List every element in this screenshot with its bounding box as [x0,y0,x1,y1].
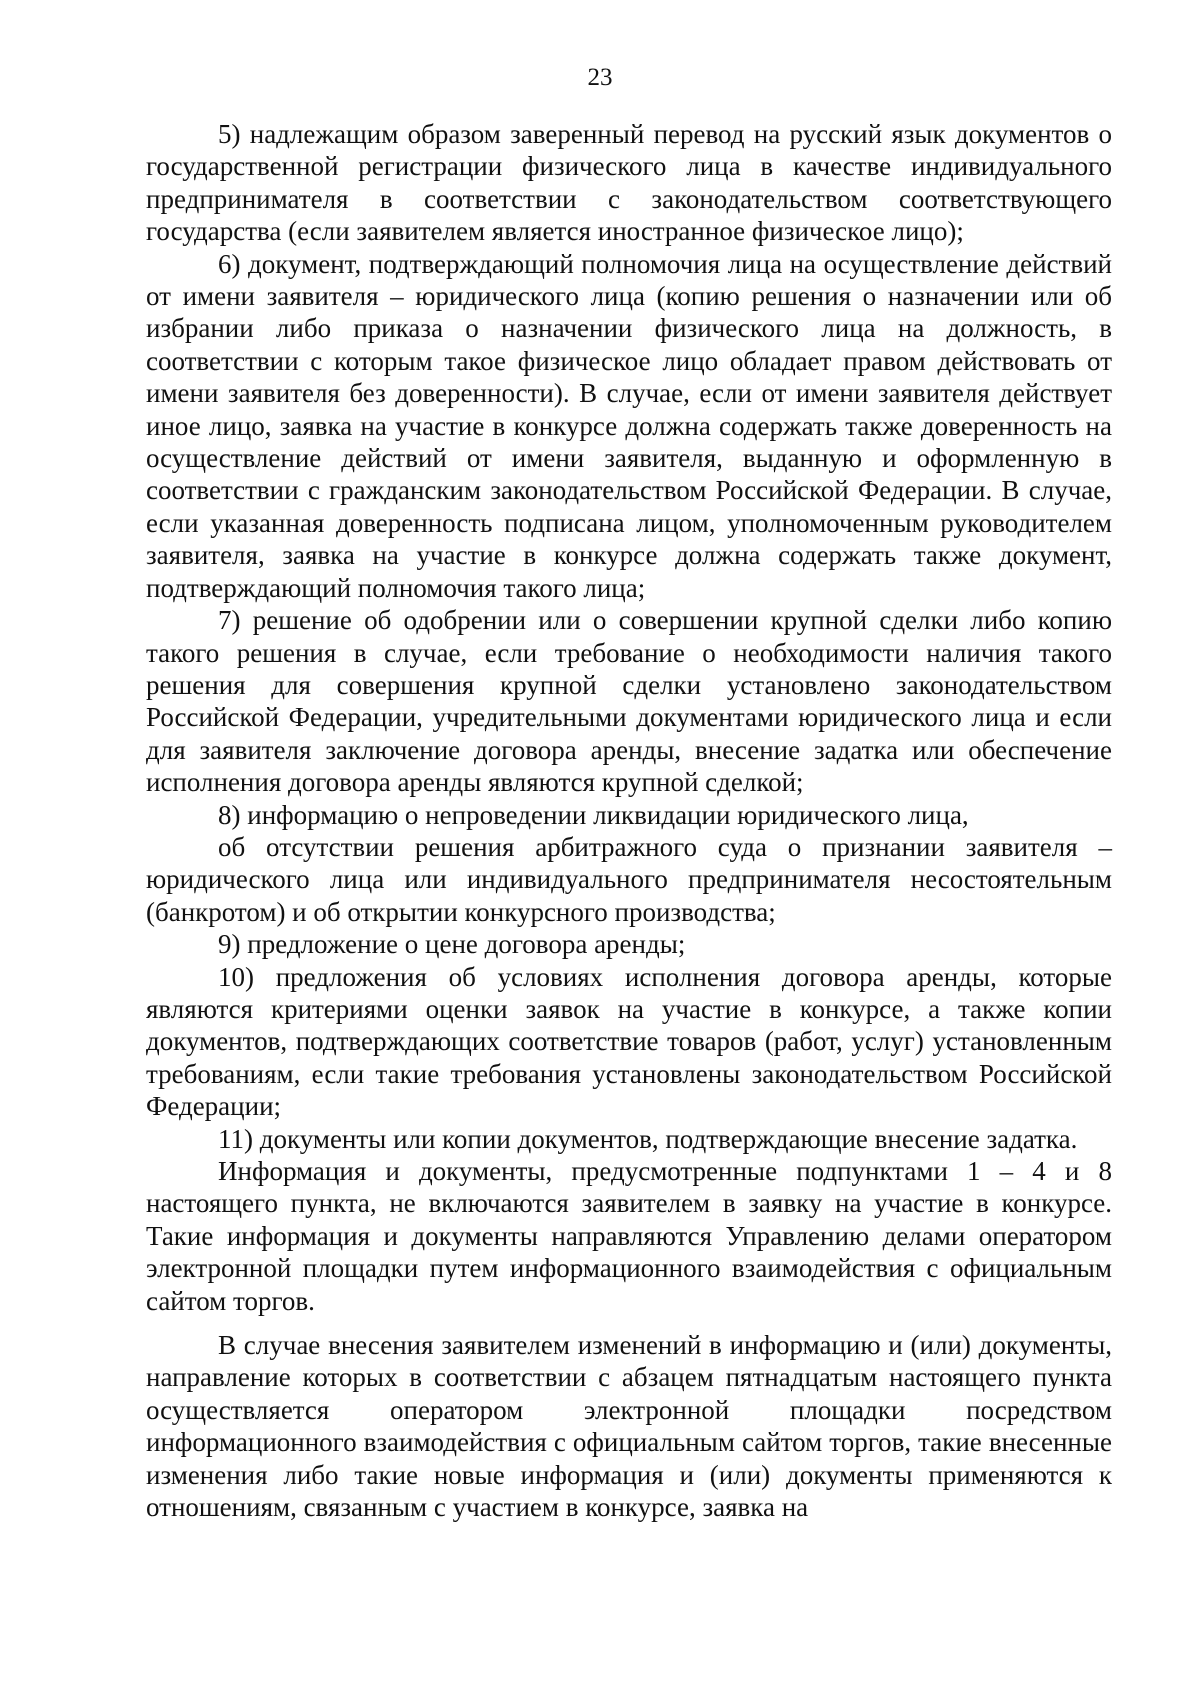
paragraph-item-8-continued: об отсутствии решения арбитражного суда о признании заявителя – юридического лица или индивидуального предпринимателя несостоятельным (банкротом) и об открытии конкурсного производства; [146,831,1112,927]
paragraph-item-8: 8) информацию о непроведении ликвидации юридического лица, [218,799,969,830]
paragraph-item-7: 7) решение об одобрении или о совершении крупной сделки либо копию такого решения в случае, если требование о необходимости наличия такого решения для совершения крупной сделки установлено законодательством Российской Федерации, учредительными документами юридического лица и если для заявителя заключение договора аренды, внесение задатка или обеспечение исполнения договора аренды являются крупной сделкой; [146,605,1112,798]
paragraph-item-11: 11) документы или копии документов, подтверждающие внесение задатка. [218,1123,1078,1154]
paragraph-item-9: 9) предложение о цене договора аренды; [218,929,686,960]
document-body [146,118,1112,1523]
paragraph-item-5: 5) надлежащим образом заверенный перевод на русский язык документов о государственной регистрации физического лица в качестве индивидуального предпринимателя в соответствии с законодательством соответствующего государства (если заявителем является иностранное физическое лицо); [146,119,1112,247]
paragraph-changes-note: В случае внесения заявителем изменений в информацию и (или) документы, направление которых в соответствии с абзацем пятнадцатым настоящего пункта осуществляется оператором электронной площадки посредством информационного взаимодействия с официальным сайтом торгов, такие внесенные изменения либо такие новые информация и (или) документы применяются к отношениям, связанным с участием в конкурсе, заявка на [146,1330,1112,1523]
paragraph-item-6: 6) документ, подтверждающий полномочия лица на осуществление действий от имени заявителя – юридического лица (копию решения о назначении или об избрании либо приказа о назначении физического лица на должность, в соответствии с которым такое физическое лицо обладает правом действовать от имени заявителя без доверенности). В случае, если от имени заявителя действует иное лицо, заявка на участие в конкурсе должна содержать также доверенность на осуществление действий от имени заявителя, выданную и оформленную в соответствии с гражданским законодательством Российской Федерации. В случае, если указанная доверенность подписана лицом, уполномоченным руководителем заявителя, заявка на участие в конкурсе должна содержать также документ, подтверждающий полномочия такого лица; [146,248,1112,603]
paragraph-item-10: 10) предложения об условиях исполнения договора аренды, которые являются критериями оценки заявок на участие в конкурсе, а также копии документов, подтверждающих соответствие товаров (работ, услуг) установленным требованиям, если такие требования установлены законодательством Российской Федерации; [146,961,1112,1122]
page-number: 23 [587,64,613,91]
paragraph-information-note: Информация и документы, предусмотренные подпунктами 1 – 4 и 8 настоящего пункта, не включаются заявителем в заявку на участие в конкурсе. Такие информация и документы направляются Управлению делами оператором электронной площадки путем информационного взаимодействия с официальным сайтом торгов. [146,1156,1112,1316]
